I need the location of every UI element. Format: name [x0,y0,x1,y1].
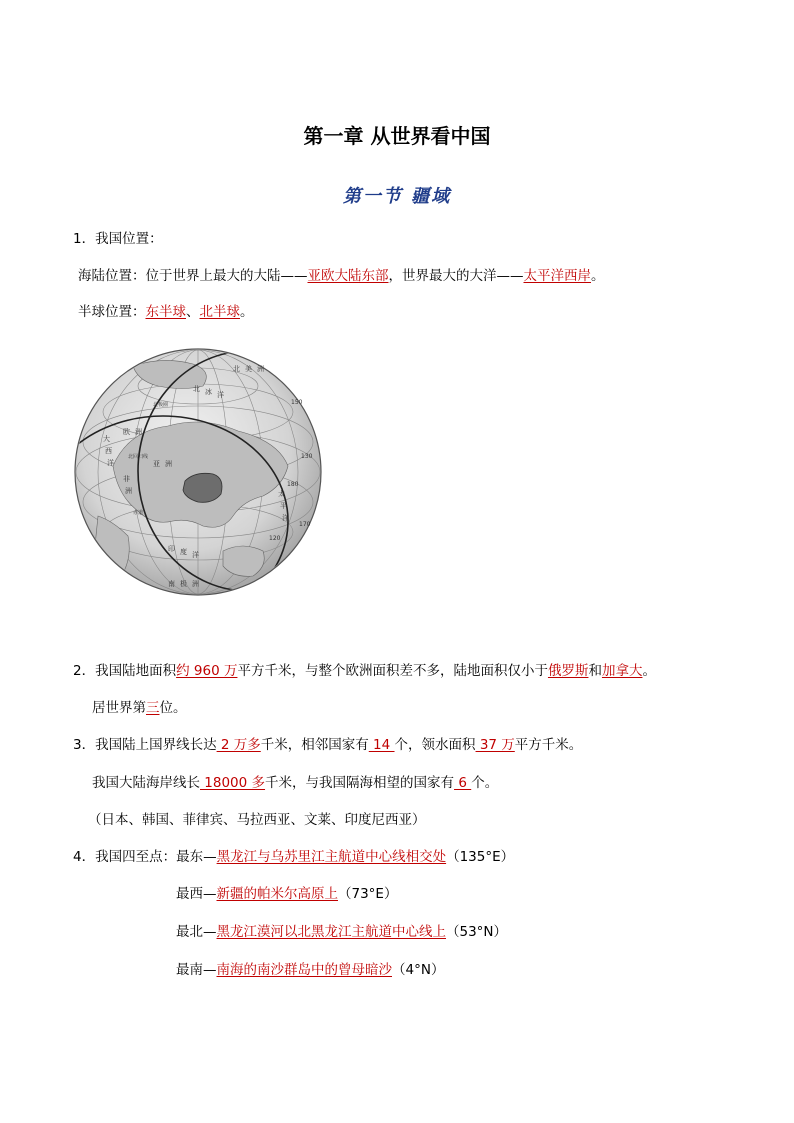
text: （53°N） [446,924,508,940]
map-label: 洋 [107,459,114,467]
map-label: 洲 [135,428,142,436]
answer: 黑龙江与乌苏里江主航道中心线相交处 [216,849,447,865]
text: 个。 [471,775,499,791]
text: 位。 [159,700,187,716]
map-label: 北 [193,385,200,393]
q1-hemisphere-line [78,302,254,322]
answer: 6 [454,775,472,791]
text: （4°N） [392,962,445,978]
text: 平方千米，与整个欧洲面积差不多，陆地面积仅小于 [237,663,548,679]
text: 半球位置： [78,304,146,320]
map-label: 洲 [125,487,132,495]
text: 最南— [176,962,217,978]
text: 我国大陆海岸线长 [92,775,200,791]
text: 。 [591,268,605,284]
map-label: 印 [168,545,175,553]
text: 个，领水面积 [394,737,476,753]
answer: 约 960 万 [176,663,238,679]
text: 最北— [176,924,217,940]
q2-line-2 [92,698,187,718]
q4-line-west [176,884,397,904]
map-label: 北 [233,365,240,373]
answer: 东半球 [145,304,186,320]
q4-line-east [73,847,514,867]
map-label: 南 [168,580,175,588]
answer: 18000 多 [200,775,266,791]
text: 。 [240,304,254,320]
map-label: 亚 [153,460,160,468]
text: 千米，与我国隔海相望的国家有 [265,775,455,791]
map-label: 北回归线 [128,454,149,460]
map-label: 150 [291,399,303,406]
map-label: 120 [269,535,281,542]
map-label: 130 [301,453,313,460]
q1-heading: 1．我国位置： [73,231,163,247]
text: ，世界最大的大洋—— [388,268,524,284]
text: 2．我国陆地面积 [73,663,177,679]
answer: 亚欧大陆东部 [307,268,389,284]
answer: 俄罗斯 [547,663,589,679]
text: 最西— [176,886,217,902]
text: 最东— [176,849,217,865]
text: 居世界第 [92,700,146,716]
globe-map [73,346,323,598]
answer: 37 万 [475,737,515,753]
map-label: 西 [105,447,112,455]
q4-line-north [176,922,507,942]
map-label: 平 [280,502,287,510]
map-label: 赤道 [133,510,144,516]
map-label: 洋 [282,514,289,522]
answer: 北半球 [199,304,240,320]
q3-line-1 [73,735,582,755]
answer: 三 [146,700,160,716]
section-title: 第一节 疆域 [342,186,452,207]
map-label: 极 [180,580,187,588]
map-label: 大 [103,435,110,443]
map-label: 度 [180,548,187,556]
text: 平方千米。 [514,737,583,753]
map-label: 北极圈 [153,402,169,408]
answer: 2 万多 [216,737,261,753]
map-label: 洲 [192,580,199,588]
map-label: 非 [123,475,130,483]
q2-line-1 [73,661,656,681]
q3-line-3: （日本、韩国、菲律宾、马拉西亚、文莱、印度尼西亚） [88,812,426,828]
answer: 新疆的帕米尔高原上 [216,886,338,902]
china-shape [183,473,222,502]
map-label: 洲 [257,365,264,373]
text: 3．我国陆上国界线长达 [73,737,217,753]
q1-sea-land-line [78,266,605,286]
text: 、 [186,304,200,320]
map-label: 洋 [217,391,224,399]
text: （73°E） [338,886,398,902]
q3-line-2 [92,773,498,793]
answer: 太平洋西岸 [523,268,591,284]
answer: 黑龙江漠河以北黑龙江主航道中心线上 [216,924,446,940]
text: 海陆位置：位于世界上最大的大陆—— [78,268,308,284]
map-label: 欧 [123,428,130,436]
map-label: 冰 [205,388,212,396]
map-label: 洋 [192,551,199,559]
answer: 南海的南沙群岛中的曾母暗沙 [216,962,392,978]
text: 4．我国四至点： [73,849,177,865]
map-label: 太 [278,490,285,498]
map-label: 170 [299,521,311,528]
answer: 14 [368,737,395,753]
text: 。 [642,663,656,679]
map-label: 180 [287,481,299,488]
answer: 加拿大 [601,663,643,679]
text: （135°E） [446,849,515,865]
chapter-title: 第一章 从世界看中国 [303,124,491,148]
text: 和 [588,663,602,679]
map-label: 洲 [165,460,172,468]
text: 千米，相邻国家有 [260,737,369,753]
q4-line-south [176,960,444,980]
map-label: 美 [245,365,252,373]
